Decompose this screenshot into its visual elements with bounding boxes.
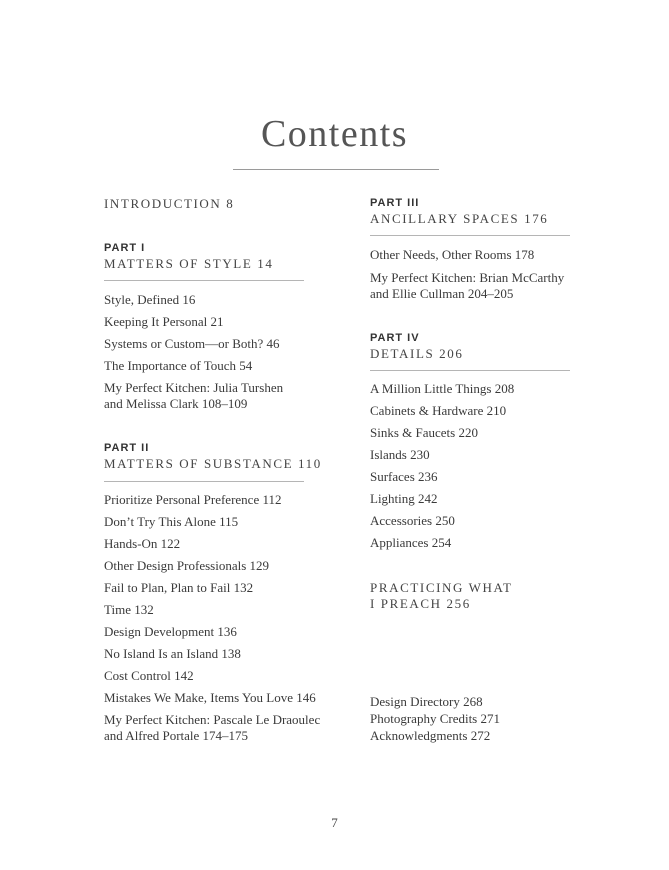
toc-entry: Design Directory 268 [370, 694, 483, 709]
part-label: PART I [104, 242, 146, 254]
toc-entry: and Melissa Clark 108–109 [104, 396, 248, 411]
toc-entry: Don’t Try This Alone 115 [104, 514, 239, 529]
toc-entry: Hands-On 122 [104, 536, 181, 551]
toc-entry: My Perfect Kitchen: Julia Turshen [104, 380, 284, 395]
part-heading: DETAILS 206 [370, 346, 464, 361]
toc-entry: Accessories 250 [370, 513, 455, 528]
toc-entry: Fail to Plan, Plan to Fail 132 [104, 580, 254, 595]
toc-entry: Lighting 242 [370, 491, 438, 506]
page-title: Contents [260, 113, 409, 155]
part-divider [104, 280, 304, 281]
toc-entry: Systems or Custom—or Both? 46 [104, 336, 280, 351]
toc-entry: A Million Little Things 208 [370, 381, 515, 396]
practicing-heading: PRACTICING WHAT [370, 580, 513, 595]
toc-entry: and Alfred Portale 174–175 [104, 728, 249, 743]
introduction-entry: INTRODUCTION 8 [104, 196, 235, 211]
toc-entry: Sinks & Faucets 220 [370, 425, 478, 440]
part-divider [370, 370, 570, 371]
page-number: 7 [331, 815, 338, 830]
part-divider [104, 481, 304, 482]
toc-entry: Style, Defined 16 [104, 292, 196, 307]
toc-entry: Time 132 [104, 602, 154, 617]
toc-entry: Photography Credits 271 [370, 711, 500, 726]
toc-entry: Islands 230 [370, 447, 430, 462]
part-label: PART IV [370, 332, 420, 344]
toc-entry: Cabinets & Hardware 210 [370, 403, 507, 418]
toc-entry: Cost Control 142 [104, 668, 194, 683]
part-heading: MATTERS OF STYLE 14 [104, 256, 274, 271]
toc-entry: Appliances 254 [370, 535, 452, 550]
toc-entry: Other Design Professionals 129 [104, 558, 270, 573]
toc-entry: Other Needs, Other Rooms 178 [370, 247, 535, 262]
part-heading: MATTERS OF SUBSTANCE 110 [104, 456, 322, 471]
part-label: PART II [104, 442, 150, 454]
toc-entry: Prioritize Personal Preference 112 [104, 492, 282, 507]
part-divider [370, 235, 570, 236]
title-divider [233, 169, 439, 170]
toc-entry: Acknowledgments 272 [370, 728, 491, 743]
practicing-heading: I PREACH 256 [370, 596, 471, 611]
toc-entry: Mistakes We Make, Items You Love 146 [104, 690, 316, 705]
toc-entry: and Ellie Cullman 204–205 [370, 286, 514, 301]
toc-entry: Keeping It Personal 21 [104, 314, 224, 329]
toc-entry: The Importance of Touch 54 [104, 358, 253, 373]
toc-entry: No Island Is an Island 138 [104, 646, 241, 661]
toc-entry: Design Development 136 [104, 624, 237, 639]
part-heading: ANCILLARY SPACES 176 [370, 211, 549, 226]
part-label: PART III [370, 197, 420, 209]
toc-entry: My Perfect Kitchen: Pascale Le Draoulec [104, 712, 321, 727]
toc-entry: Surfaces 236 [370, 469, 438, 484]
toc-entry: My Perfect Kitchen: Brian McCarthy [370, 270, 565, 285]
